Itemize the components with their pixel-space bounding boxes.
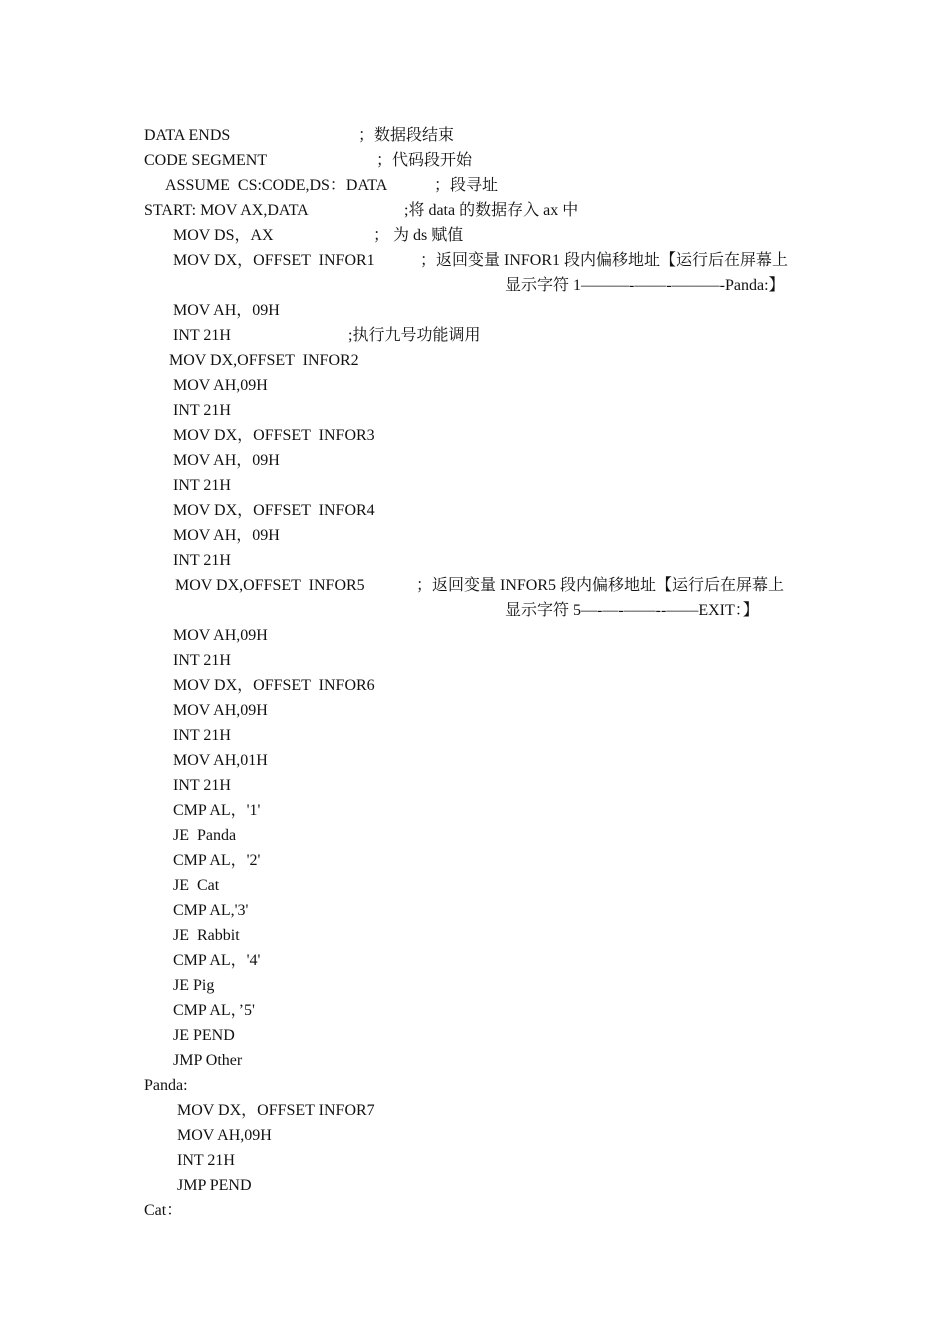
code-line-19: MOV AH,09H [173, 627, 268, 644]
code-line-17: INT 21H [173, 552, 231, 569]
code-line-18: MOV DX,OFFSET INFOR5 [175, 577, 365, 594]
code-line-29: JE Cat [173, 877, 220, 894]
code-line-15: MOV DX，OFFSET INFOR4 [173, 502, 375, 519]
comment-line-18: ；返回变量 INFOR5 段内偏移地址【运行后在屏幕上 [416, 577, 785, 594]
code-line-26: CMP AL，'1' [173, 802, 261, 819]
code-line-31: JE Rabbit [173, 927, 240, 944]
code-line-3: ASSUME CS:CODE,DS：DATA [165, 177, 388, 194]
code-line-5: MOV DS，AX [173, 227, 274, 244]
code-line-41: JMP PEND [177, 1177, 252, 1194]
comment-line-3: ；段寻址 [434, 177, 499, 194]
code-line-11: INT 21H [173, 402, 231, 419]
code-line-9: MOV DX,OFFSET INFOR2 [169, 352, 359, 369]
comment-continuation-18: 显示字符 5—-—-——--——EXIT：】 [505, 602, 759, 619]
code-line-8: INT 21H [173, 327, 231, 344]
label-cat: Cat： [144, 1202, 183, 1219]
code-line-21: MOV DX，OFFSET INFOR6 [173, 677, 375, 694]
comment-line-5: ； 为 ds 赋值 [373, 227, 464, 244]
label-panda: Panda: [144, 1077, 188, 1094]
code-line-30: CMP AL,'3' [173, 902, 249, 919]
code-line-2: CODE SEGMENT [144, 152, 268, 169]
code-line-24: MOV AH,01H [173, 752, 268, 769]
code-line-1: DATA ENDS [144, 127, 231, 144]
code-line-6: MOV DX，OFFSET INFOR1 [173, 252, 375, 269]
code-line-7: MOV AH，09H [173, 302, 280, 319]
code-line-16: MOV AH，09H [173, 527, 280, 544]
code-line-39: MOV AH,09H [177, 1127, 272, 1144]
code-line-23: INT 21H [173, 727, 231, 744]
comment-line-8: ;执行九号功能调用 [348, 327, 481, 344]
code-line-27: JE Panda [173, 827, 237, 844]
comment-line-2: ；代码段开始 [376, 152, 473, 169]
code-line-38: MOV DX，OFFSET INFOR7 [177, 1102, 375, 1119]
code-line-33: JE Pig [173, 977, 215, 994]
code-line-32: CMP AL，'4' [173, 952, 261, 969]
code-line-35: JE PEND [173, 1027, 235, 1044]
code-line-36: JMP Other [173, 1052, 243, 1069]
code-line-22: MOV AH,09H [173, 702, 268, 719]
comment-line-6: ；返回变量 INFOR1 段内偏移地址【运行后在屏幕上 [420, 252, 789, 269]
code-line-28: CMP AL，'2' [173, 852, 261, 869]
code-line-10: MOV AH,09H [173, 377, 268, 394]
code-line-12: MOV DX，OFFSET INFOR3 [173, 427, 375, 444]
comment-line-4: ;将 data 的数据存入 ax 中 [404, 202, 579, 219]
code-line-34: CMP AL，’5' [173, 1002, 255, 1019]
comment-line-1: ；数据段结束 [358, 127, 455, 144]
code-line-20: INT 21H [173, 652, 231, 669]
code-line-13: MOV AH，09H [173, 452, 280, 469]
code-line-40: INT 21H [177, 1152, 235, 1169]
code-line-25: INT 21H [173, 777, 231, 794]
comment-continuation-6: 显示字符 1———-——-———-Panda:】 [505, 277, 785, 294]
code-line-4: START: MOV AX,DATA [144, 202, 309, 219]
code-line-14: INT 21H [173, 477, 231, 494]
